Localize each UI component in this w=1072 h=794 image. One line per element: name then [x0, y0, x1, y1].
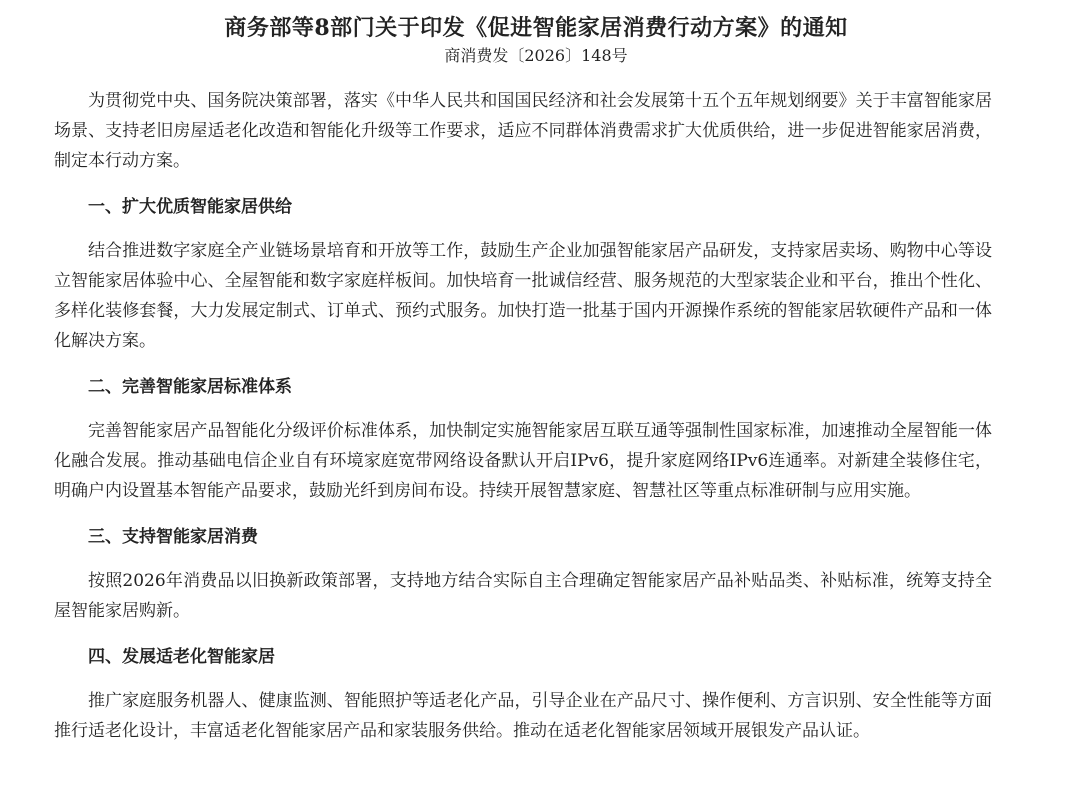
- section-heading-3: 三、支持智能家居消费: [88, 527, 258, 547]
- section-body-3: 按照2026年消费品以旧换新政策部署，支持地方结合实际自主合理确定智能家居产品补贴品类、补贴标准，统筹支持全屋智能家居购新。: [54, 571, 992, 621]
- section-heading-4: 四、发展适老化智能家居: [88, 647, 275, 667]
- document-number: 商消费发〔2026〕148号: [444, 46, 628, 65]
- document-title: 商务部等8部门关于印发《促进智能家居消费行动方案》的通知: [224, 15, 848, 41]
- section-heading-2: 二、完善智能家居标准体系: [88, 377, 292, 397]
- intro-paragraph: 为贯彻党中央、国务院决策部署，落实《中华人民共和国国民经济和社会发展第十五个五年规划纲要》关于丰富智能家居场景、支持老旧房屋适老化改造和智能化升级等工作要求，适应不同群体消费需求扩大优质供给，进一步促进智能家居消费，制定本行动方案。: [54, 91, 992, 171]
- section-heading-1: 一、扩大优质智能家居供给: [88, 197, 292, 217]
- section-body-4: 推广家庭服务机器人、健康监测、智能照护等适老化产品，引导企业在产品尺寸、操作便利、方言识别、安全性能等方面推行适老化设计，丰富适老化智能家居产品和家装服务供给。推动在适老化智能家居领域开展银发产品认证。: [54, 691, 992, 741]
- section-body-2: 完善智能家居产品智能化分级评价标准体系，加快制定实施智能家居互联互通等强制性国家标准，加速推动全屋智能一体化融合发展。推动基础电信企业自有环境家庭宽带网络设备默认开启IPv6，提升家庭网络IPv6连通率。对新建全装修住宅，明确户内设置基本智能产品要求，鼓励光纤到房间布设。持续开展智慧家庭、智慧社区等重点标准研制与应用实施。: [54, 421, 992, 501]
- section-body-1: 结合推进数字家庭全产业链场景培育和开放等工作，鼓励生产企业加强智能家居产品研发，支持家居卖场、购物中心等设立智能家居体验中心、全屋智能和数字家庭样板间。加快培育一批诚信经营、服务规范的大型家装企业和平台，推出个性化、多样化装修套餐，大力发展定制式、订单式、预约式服务。加快打造一批基于国内开源操作系统的智能家居软硬件产品和一体化解决方案。: [54, 241, 992, 351]
